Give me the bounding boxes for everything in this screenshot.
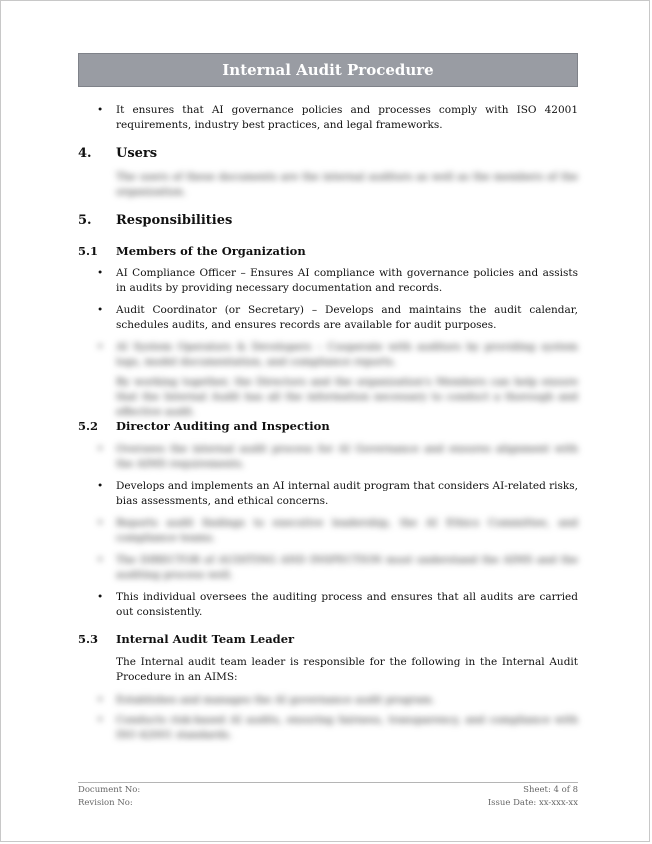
list-item: • Develops and implements an AI internal audit program that considers AI-related risks, bias assessments, and ethical concerns. (97, 480, 578, 507)
blurred-list-item: • Reports audit findings to executive leadership, the AI Ethics Committee, and compliance teams. (97, 517, 578, 544)
bullet-icon: • (97, 694, 104, 706)
section-number: 5. (78, 213, 92, 228)
footer-divider (78, 782, 578, 783)
blurred-list-item: • AI System Operators & Developers – Cooperate with auditors by providing system logs, model documentation, and compliance reports. (97, 341, 578, 368)
list-item: • AI Compliance Officer – Ensures AI compliance with governance policies and assists in audits by providing necessary documentation and records. (97, 267, 578, 294)
blurred-list-item: • Establishes and manages the AI governance audit program. (97, 694, 436, 706)
blurred-paragraph: By working together, the Directors and the organization's Members can help ensure that the Internal Audit has all the information necessary to conduct a thorough and effective audit. (116, 376, 578, 418)
subsection-title-members: Members of the Organization (116, 244, 306, 258)
blurred-list-item: • The DIRECTOR of AUDITING AND INSPECTION must understand the AIMS and the auditing process well. (97, 554, 578, 581)
subsection-number: 5.3 (78, 632, 99, 646)
bullet-icon: • (97, 443, 104, 455)
document-title-bar (78, 53, 578, 87)
subsection-title-director: Director Auditing and Inspection (116, 419, 330, 433)
document-no-label: Document No: (78, 785, 141, 795)
subsection-title-team-leader: Internal Audit Team Leader (116, 632, 295, 646)
bullet-icon: • (97, 517, 104, 529)
section-title-users: Users (116, 146, 158, 161)
bullet-icon: • (97, 104, 104, 116)
list-item: • Audit Coordinator (or Secretary) – Develops and maintains the audit calendar, schedules audits, and ensures records are available for audit purposes. (97, 304, 578, 331)
bullet-icon: • (97, 341, 104, 353)
sheet-number: Sheet: 4 of 8 (523, 785, 578, 795)
issue-date: Issue Date: xx-xxx-xx (487, 798, 578, 808)
subsection-number: 5.2 (78, 419, 99, 433)
list-item: • It ensures that AI governance policies and processes comply with ISO 42001 requirements, industry best practices, and legal frameworks. (97, 104, 578, 131)
revision-no-label: Revision No: (78, 798, 133, 808)
section-number: 4. (78, 146, 92, 161)
document-title: Internal Audit Procedure (222, 61, 434, 79)
bullet-icon: • (97, 480, 104, 492)
bullet-icon: • (97, 714, 104, 726)
bullet-icon: • (97, 304, 104, 316)
blurred-list-item: • Oversees the internal audit process for AI Governance and ensures alignment with the AIMS requirements. (97, 443, 578, 470)
bullet-icon: • (97, 591, 104, 603)
blurred-list-item: • Conducts risk-based AI audits, ensuring fairness, transparency, and compliance with ISO 42001 standards. (97, 714, 578, 741)
bullet-icon: • (97, 554, 104, 566)
list-item: • This individual oversees the auditing process and ensures that all audits are carried out consistently. (97, 591, 578, 618)
blurred-paragraph: The users of these documents are the internal auditors as well as the members of the organization. (116, 171, 578, 198)
bullet-icon: • (97, 267, 104, 279)
subsection-number: 5.1 (78, 244, 99, 258)
subsection-intro: The Internal audit team leader is responsible for the following in the Internal Audit Procedure in an AIMS: (116, 656, 578, 683)
section-title-responsibilities: Responsibilities (116, 213, 233, 228)
